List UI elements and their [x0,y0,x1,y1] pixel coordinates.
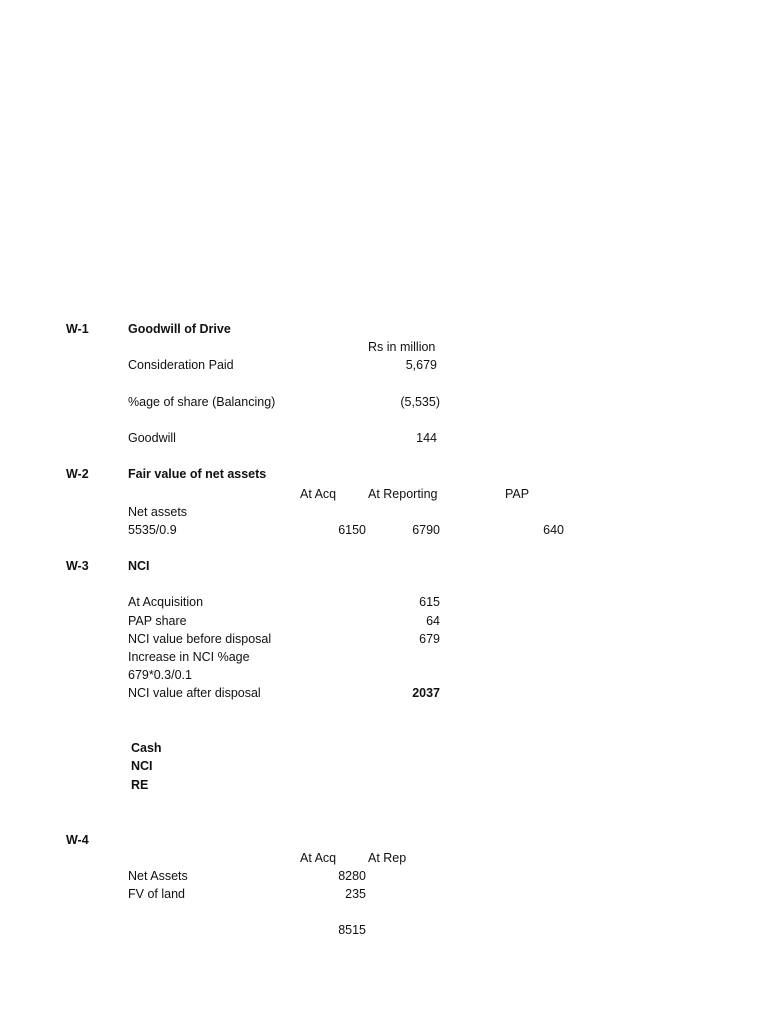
w2-calc-at-reporting: 6790 [412,523,440,537]
w1-row-goodwill-label: Goodwill [128,431,176,445]
w2-calc-label: 5535/0.9 [128,523,177,537]
w4-total-value: 8515 [338,923,366,937]
w1-row-consideration-label: Consideration Paid [128,358,234,372]
w1-row-consideration-value: 5,679 [405,358,437,372]
w1-row-share-value: (5,535) [400,395,440,409]
w2-row-label: Net assets [128,505,188,519]
w4-header-at-acq: At Acq [300,851,337,865]
w3-row-after-disposal-label: NCI value after disposal [128,686,261,700]
w3-row-before-disposal-value: 679 [419,632,440,646]
w3-label: W-3 [66,559,89,573]
w3-row-at-acquisition-value: 615 [419,595,440,609]
w4-row-net-assets-value: 8280 [338,869,366,883]
w3-row-formula-label: 679*0.3/0.1 [128,668,192,682]
w3-row-pap-share-value: 64 [426,614,440,628]
w3-row-after-disposal-value: 2037 [412,686,440,700]
w2-header-pap: PAP [505,487,530,501]
w2-calc-pap: 640 [543,523,564,537]
w1-title: Goodwill of Drive [128,322,231,336]
w4-row-fv-land-value: 235 [345,887,366,901]
w3-row-increase-label: Increase in NCI %age [128,650,250,664]
w4-header-at-rep: At Rep [368,851,407,865]
w3-entry-cash: Cash [131,741,162,755]
w4-label: W-4 [66,833,89,847]
w3-row-at-acquisition-label: At Acquisition [128,595,204,609]
w1-row-goodwill-value: 144 [416,431,437,445]
w2-header-at-acq: At Acq [300,487,337,501]
w3-row-pap-share-label: PAP share [128,614,187,628]
w2-label: W-2 [66,467,89,481]
w3-row-before-disposal-label: NCI value before disposal [128,632,272,646]
w1-label: W-1 [66,322,89,336]
w4-row-net-assets-label: Net Assets [128,869,188,883]
w1-row-share-label: %age of share (Balancing) [128,395,276,409]
w4-row-fv-land-label: FV of land [128,887,185,901]
w2-calc-at-acq: 6150 [338,523,366,537]
w3-entry-re: RE [131,778,149,792]
w2-title: Fair value of net assets [128,467,267,481]
w3-title: NCI [128,559,150,573]
w2-header-at-reporting: At Reporting [368,487,438,501]
w3-entry-nci: NCI [131,759,153,773]
w1-unit: Rs in million [368,340,436,354]
